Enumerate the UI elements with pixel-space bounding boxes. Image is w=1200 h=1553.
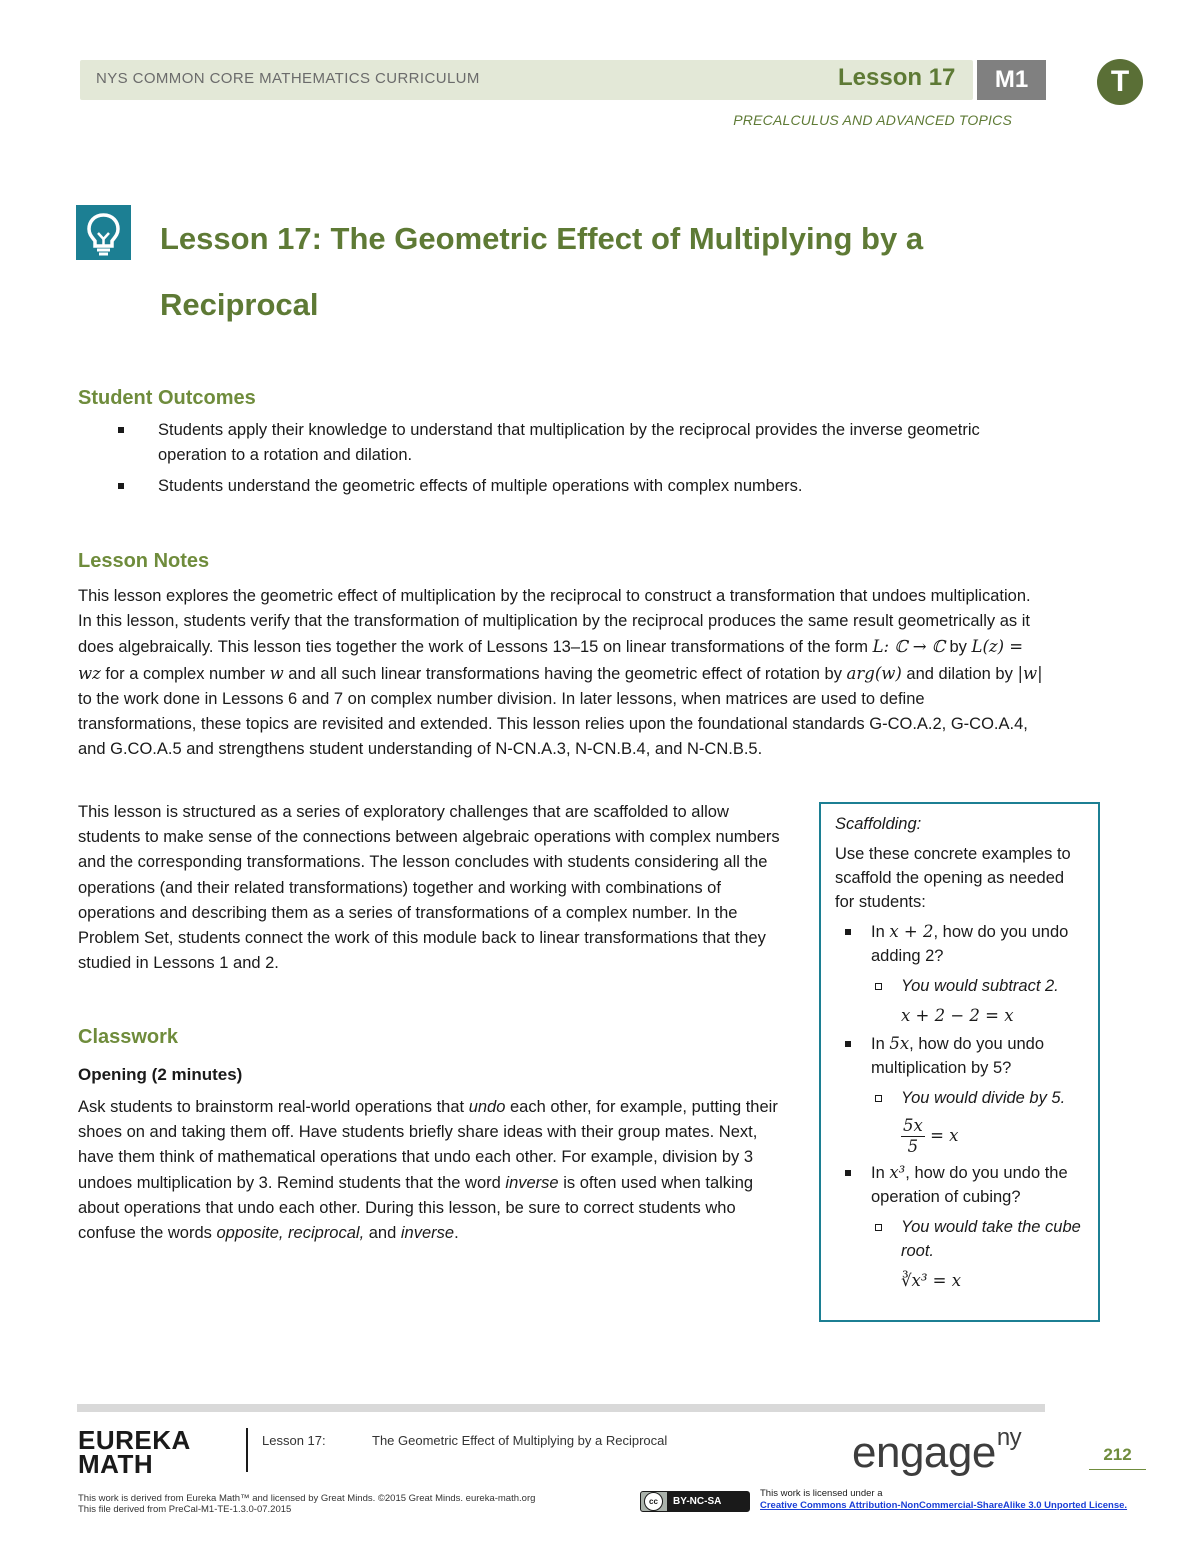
scaffolding-equation: $\frac{5x}{5}$ = x (903, 1116, 959, 1156)
outcomes-list (78, 418, 1038, 500)
scaffolding-answer: You would subtract 2. (835, 974, 1084, 998)
lesson-notes-section (78, 550, 1043, 762)
outcome-text: Students apply their knowledge to understand that multiplication by the reciprocal provides the inverse geometric operation to a rotation and dilation. (158, 421, 980, 465)
outcome-item (78, 474, 1038, 499)
classwork-section (78, 1026, 793, 1246)
bullet-icon (845, 929, 851, 935)
lesson-structure-paragraph: This lesson is structured as a series of exploratory challenges that are scaffolded to allow students to make sense of the connections between algebraic operations with complex numbers and the corresponding transformations. The lesson concludes with students considering all the operations (and their related transformations) together and working with combinations of operations and describing them as a series of transformations of a complex number. In the Problem Set, students connect the work of this module back to linear transformations that they studied in Lessons 1 and 2. (78, 803, 780, 973)
footer-rule (77, 1404, 1045, 1412)
bullet-icon (845, 1170, 851, 1176)
course-label: PRECALCULUS AND ADVANCED TOPICS (733, 112, 1012, 128)
classwork-heading: Classwork (78, 1026, 179, 1048)
scaffolding-title: Scaffolding: (835, 815, 922, 833)
scaffolding-item: In x³, how do you undo the operation of cubing? You would take the cube root. ∛x³ = x (835, 1161, 1084, 1293)
outcome-item (78, 418, 1038, 468)
lesson-tag: Lesson 17 (838, 64, 956, 91)
page-title (160, 206, 1060, 338)
opening-paragraph: Ask students to brainstorm real-world operations that undo each other, for example, putting their shoes on and taking them off. Have students briefly share ideas with their group mates. Next, have them think of mathematical operations that undo each other. For example, division by 3 undoes multiplication by 3. Remind students that the word inverse is often used when talking about operations that undo each other. During this lesson, be sure to correct students who confuse the words opposite, reciprocal, and inverse. (78, 1098, 778, 1243)
scaffolding-equation: x + 2 − 2 = x (901, 1006, 1014, 1025)
scaffolding-answer: You would divide by 5. (835, 1086, 1084, 1110)
square-bullet-icon (875, 1224, 882, 1231)
scaffolding-list (835, 920, 1084, 1293)
student-outcomes-section (78, 387, 1038, 506)
bullet-icon (118, 483, 124, 489)
lightbulb-icon (76, 205, 131, 260)
scaffolding-intro: Use these concrete examples to scaffold the opening as needed for students: (835, 845, 1071, 911)
cc-icon: cc (644, 1492, 663, 1511)
footer-divider (246, 1428, 248, 1472)
student-outcomes-heading: Student Outcomes (78, 387, 256, 409)
scaffolding-box (819, 802, 1100, 1322)
scaffolding-item: In 5x, how do you undo multiplication by 5? You would divide by 5. $\frac{5x}{5}$ = x (835, 1032, 1084, 1157)
page-number: 212 (1089, 1445, 1146, 1470)
square-bullet-icon (875, 1095, 882, 1102)
lesson-notes-paragraph: This lesson explores the geometric effect of multiplication by the reciprocal to construct a transformation that undoes multiplication. In this lesson, students verify that the transformation of multiplication by the reciprocal produces the same result geometrically as it does algebraically. This lesson ties together the work of Lessons 13–15 on linear transformations of the form L: ℂ → ℂ by L(z) = wz for a complex number w and all such linear transformations having the geometric effect of rotation by arg(w) and dilation by |w| to the work done in Lessons 6 and 7 on complex number division. In later lessons, when matrices are used to define transformations, these topics are revisited and extended. This lesson relies upon the foundational standards G-CO.A.2, G-CO.A.4, and G.CO.A.5 and strengthens student understanding of N-CN.A.3, N-CN.B.4, and N-CN.B.5. (78, 587, 1043, 759)
lesson-notes-heading: Lesson Notes (78, 550, 210, 572)
engageny-logo: engage$^{ny}$ (852, 1424, 1022, 1477)
square-bullet-icon (875, 983, 882, 990)
eureka-math-logo: EUREKA MATH (78, 1425, 191, 1479)
module-badge: M1 (977, 60, 1046, 100)
cc-license-badge[interactable]: cc BY-NC-SA (640, 1491, 750, 1512)
title-line-2: Reciprocal (160, 287, 319, 322)
bullet-icon (118, 427, 124, 433)
footer-lesson-label: Lesson 17: (262, 1433, 326, 1448)
opening-heading: Opening (2 minutes) (78, 1065, 243, 1084)
license-link[interactable]: Creative Commons Attribution-NonCommercial-ShareAlike 3.0 Unported License. (760, 1500, 1128, 1511)
bullet-icon (845, 1041, 851, 1047)
footer-lesson-title: The Geometric Effect of Multiplying by a Reciprocal (372, 1433, 668, 1448)
scaffolding-equation: ∛x³ = x (901, 1271, 962, 1290)
derived-notice: This work is derived from Eureka Math™ and licensed by Great Minds. ©2015 Great Minds. eureka-math.org This file derived from PreCal-M1-TE-1.3.0-07.2015 (78, 1493, 536, 1515)
license-notice: This work is licensed under a Creative Commons Attribution-NonCommercial-ShareAlike 3.0 Unported License. (760, 1488, 1128, 1511)
title-line-1: Lesson 17: The Geometric Effect of Multiplying by a (160, 221, 924, 256)
curriculum-label: NYS COMMON CORE MATHEMATICS CURRICULUM (96, 70, 480, 87)
scaffolding-item: In x + 2, how do you undo adding 2? You would subtract 2. x + 2 − 2 = x (835, 920, 1084, 1028)
teacher-badge: T (1097, 59, 1143, 105)
scaffolding-answer: You would take the cube root. (835, 1215, 1084, 1263)
outcome-text: Students understand the geometric effects of multiple operations with complex numbers. (158, 477, 803, 496)
